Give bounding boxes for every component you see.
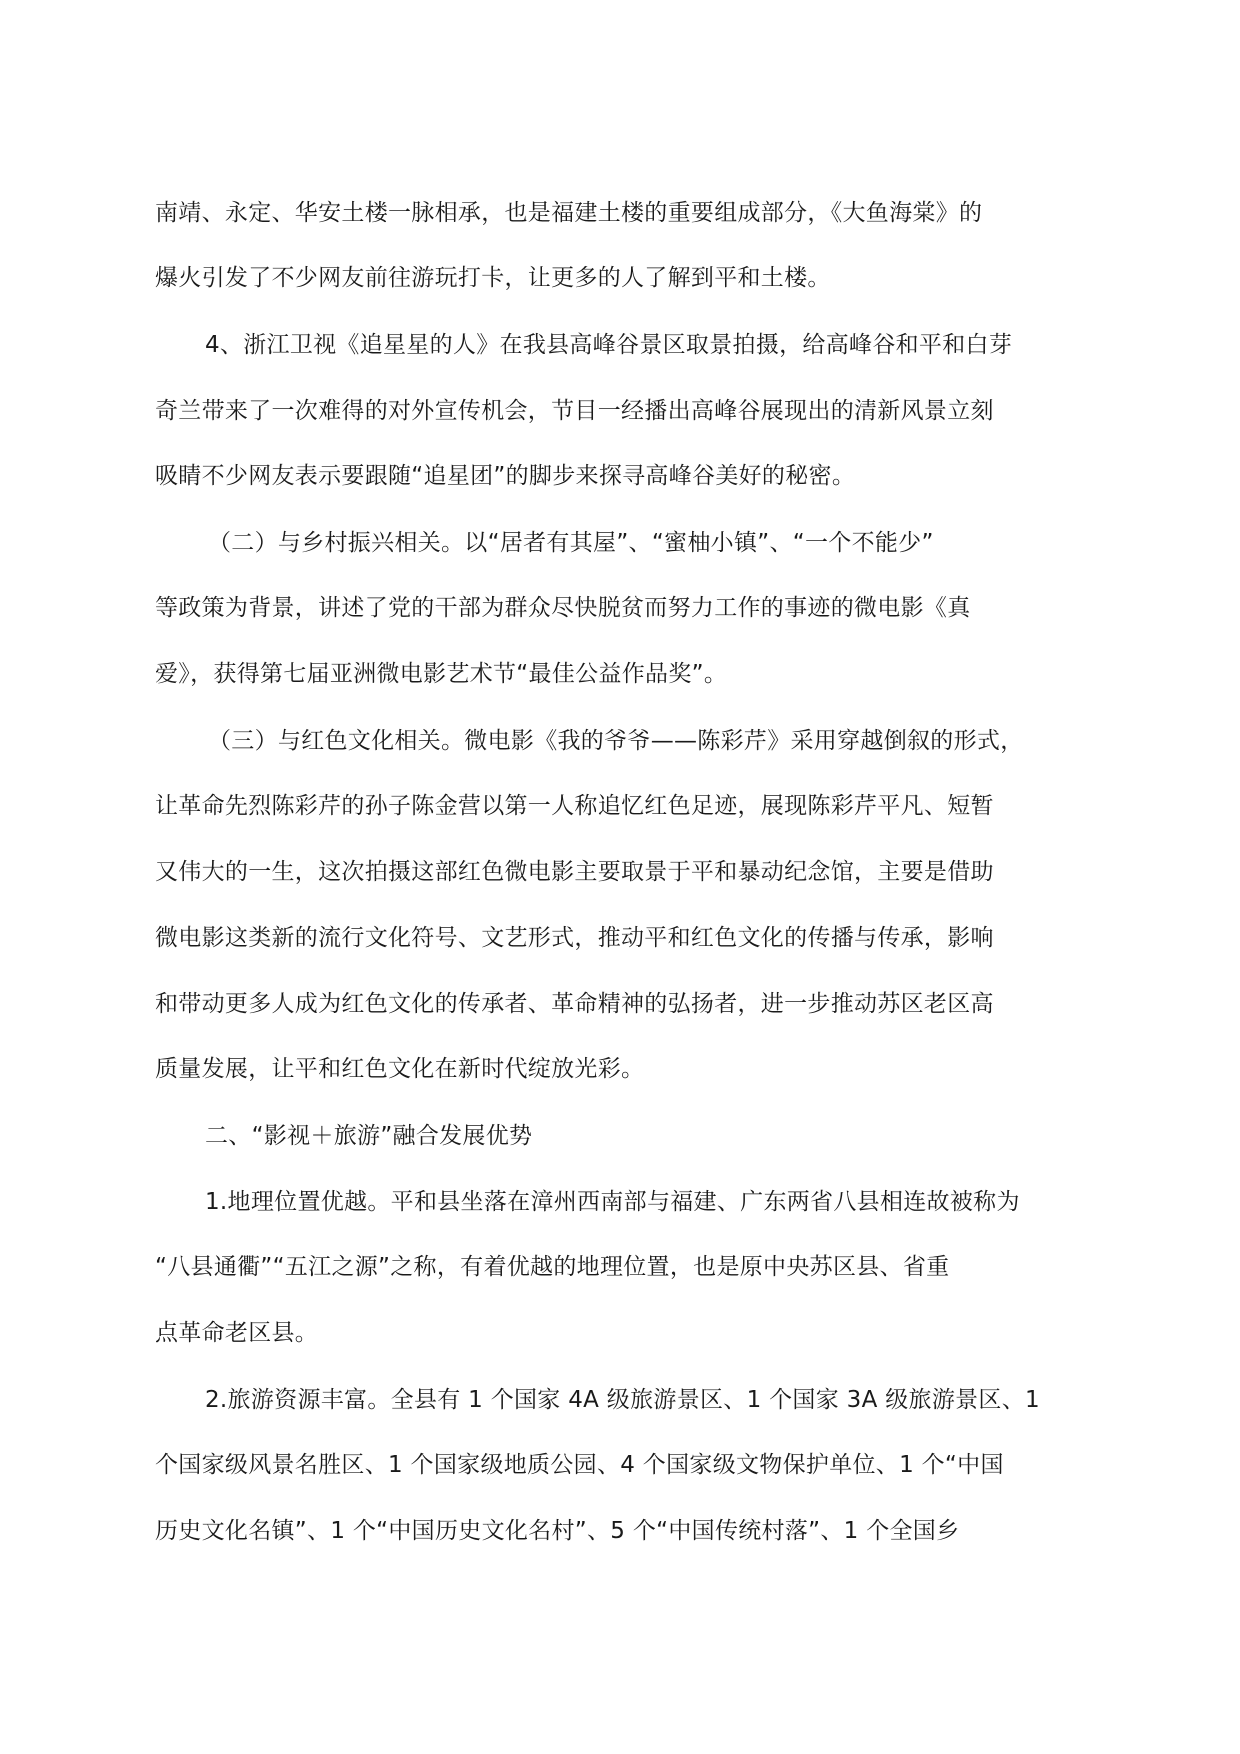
text-line-4: 奇兰带来了一次难得的对外宣传机会，节目一经播出高峰谷展现出的清新风景立刻 [155,398,994,424]
text-line-19: 2.旅游资源丰富。全县有 1 个国家 4A 级旅游景区、1 个国家 3A 级旅游景区、1 [205,1387,1040,1413]
text-line-13: 和带动更多人成为红色文化的传承者、革命精神的弘扬者，进一步推动苏区老区高 [155,991,994,1017]
text-line-7: 等政策为背景，讲述了党的干部为群众尽快脱贫而努力工作的事迹的微电影《真 [155,595,971,621]
text-line-1: 南靖、永定、华安土楼一脉相承，也是福建土楼的重要组成部分，《大鱼海棠》的 [155,200,983,226]
text-line-16: 1.地理位置优越。平和县坐落在漳州西南部与福建、广东两省八县相连故被称为 [205,1189,1020,1215]
text-line-2: 爆火引发了不少网友前往游玩打卡，让更多的人了解到平和土楼。 [155,265,831,291]
section-heading: 二、“影视＋旅游”融合发展优势 [205,1123,533,1149]
text-line-11: 又伟大的一生，这次拍摄这部红色微电影主要取景于平和暴动纪念馆，主要是借助 [155,859,994,885]
text-line-5: 吸睛不少网友表示要跟随“追星团”的脚步来探寻高峰谷美好的秘密。 [155,463,856,489]
text-line-9: （三）与红色文化相关。微电影《我的爷爷——陈彩芹》采用穿越倒叙的形式， [208,728,1024,754]
text-line-10: 让革命先烈陈彩芹的孙子陈金营以第一人称追忆红色足迹，展现陈彩芹平凡、短暂 [155,793,994,819]
text-line-12: 微电影这类新的流行文化符号、文艺形式，推动平和红色文化的传播与传承，影响 [155,925,994,951]
text-line-20: 个国家级风景名胜区、1 个国家级地质公园、4 个国家级文物保护单位、1 个“中国 [155,1452,1004,1478]
text-line-21: 历史文化名镇”、1 个“中国历史文化名村”、5 个“中国传统村落”、1 个全国乡 [155,1518,960,1544]
text-line-14: 质量发展，让平和红色文化在新时代绽放光彩。 [155,1056,645,1082]
text-line-17: “八县通衢”“五江之源”之称，有着优越的地理位置，也是原中央苏区县、省重 [155,1254,950,1280]
text-line-18: 点革命老区县。 [155,1320,319,1346]
text-line-8: 爱》，获得第七届亚洲微电影艺术节“最佳公益作品奖”。 [155,661,728,687]
text-line-3: 4、浙江卫视《追星星的人》在我县高峰谷景区取景拍摄，给高峰谷和平和白芽 [205,332,1013,358]
text-line-6: （二）与乡村振兴相关。以“居者有其屋”、“蜜柚小镇”、“一个不能少” [208,530,934,556]
